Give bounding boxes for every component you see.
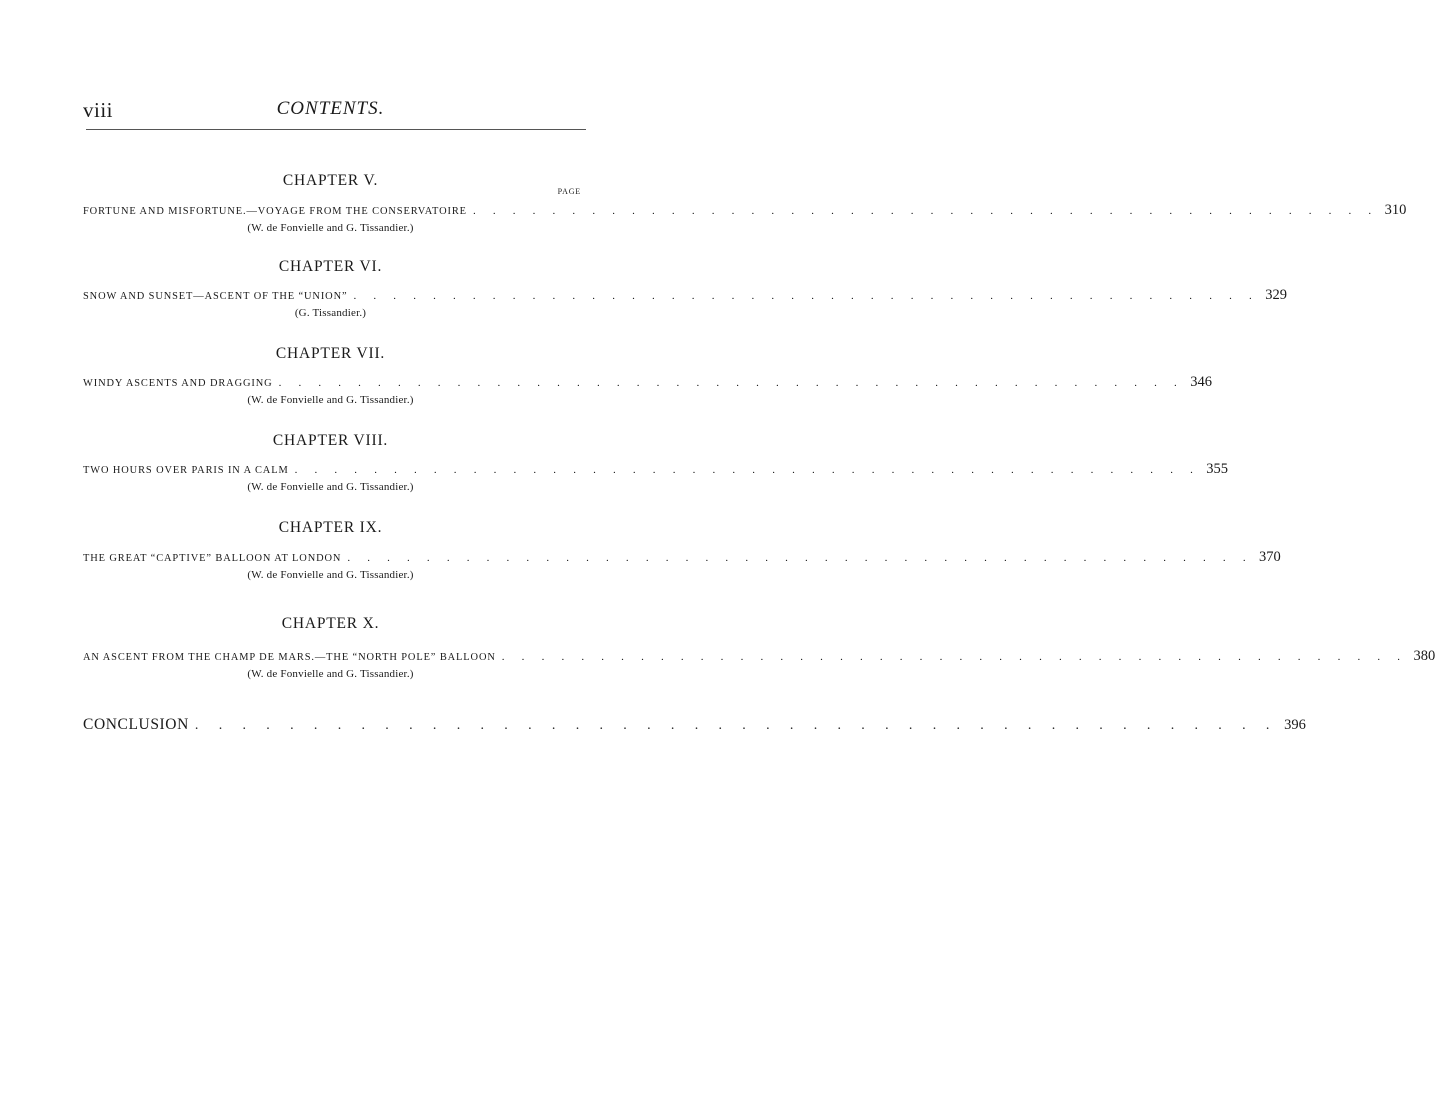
conclusion-title: CONCLUSION xyxy=(83,716,189,733)
toc-entry-authors: (W. de Fonvielle and G. Tissandier.) xyxy=(247,394,414,406)
toc-entry[interactable] xyxy=(83,549,1281,566)
toc-entry-authors: (W. de Fonvielle and G. Tissandier.) xyxy=(247,222,414,234)
toc-entry[interactable] xyxy=(83,374,1213,391)
toc-entry-title: THE GREAT “CAPTIVE” BALLOON AT LONDON xyxy=(83,553,342,564)
toc-entry[interactable] xyxy=(83,287,1287,304)
toc-entry[interactable] xyxy=(83,461,1229,478)
toc-entry[interactable] xyxy=(83,202,1407,219)
toc-entry-title: WINDY ASCENTS AND DRAGGING xyxy=(83,378,273,389)
page-column-label: PAGE xyxy=(557,187,581,196)
toc-entry-page: 310 xyxy=(1384,202,1407,218)
toc-entry-page: 346 xyxy=(1190,374,1213,390)
header-rule xyxy=(86,129,586,130)
dot-leader: . . . . . . . . . . . . . . . . . . . . . . . . . . . . . . . . . . . . . . . . . . . . . . xyxy=(472,205,1379,217)
toc-entry-page: 329 xyxy=(1265,287,1287,303)
conclusion-page: 396 xyxy=(1284,717,1306,733)
toc-entry-title: TWO HOURS OVER PARIS IN A CALM xyxy=(83,465,289,476)
dot-leader: . . . . . . . . . . . . . . . . . . . . . . . . . . . . . . . . . . . . . . . . . . . . . . xyxy=(353,290,1259,302)
toc-entry-authors: (W. de Fonvielle and G. Tissandier.) xyxy=(247,569,414,581)
dot-leader: . . . . . . . . . . . . . . . . . . . . . . . . . . . . . . . . . . . . . . . . . . . . . . xyxy=(294,464,1201,476)
chapter-heading: CHAPTER VII. xyxy=(275,345,386,362)
toc-entry-title: FORTUNE AND MISFORTUNE.—VOYAGE FROM THE CONSERVATOIRE xyxy=(83,206,467,217)
dot-leader: . . . . . . . . . . . . . . . . . . . . . . . . . . . . . . . . . . . . . . . . . . . . . . xyxy=(347,552,1253,564)
chapter-heading: CHAPTER V. xyxy=(282,172,379,189)
toc-entry-page: 380 xyxy=(1413,648,1435,664)
chapter-heading: CHAPTER IX. xyxy=(278,519,383,536)
dot-leader: . . . . . . . . . . . . . . . . . . . . . . . . . . . . . . . . . . . . . . . . . . . . . . xyxy=(194,718,1278,733)
running-head: CONTENTS. xyxy=(276,98,385,119)
toc-entry-authors: (W. de Fonvielle and G. Tissandier.) xyxy=(247,481,414,493)
toc-entry-title: AN ASCENT FROM THE CHAMP DE MARS.—THE “NORTH POLE” BALLOON xyxy=(83,652,496,663)
toc-entry[interactable] xyxy=(83,648,1435,665)
page-number: viii xyxy=(83,98,114,122)
toc-entry-page: 355 xyxy=(1206,461,1229,477)
dot-leader: . . . . . . . . . . . . . . . . . . . . . . . . . . . . . . . . . . . . . . . . . . . . . . xyxy=(278,377,1185,389)
toc-entry-title: SNOW AND SUNSET—ASCENT OF THE “UNION” xyxy=(83,291,348,302)
toc-entry-authors: (G. Tissandier.) xyxy=(294,307,367,319)
dot-leader: . . . . . . . . . . . . . . . . . . . . . . . . . . . . . . . . . . . . . . . . . . . . . . xyxy=(501,651,1408,663)
chapter-heading: CHAPTER VI. xyxy=(278,258,383,275)
chapter-heading: CHAPTER VIII. xyxy=(272,432,389,449)
chapter-heading: CHAPTER X. xyxy=(281,615,380,632)
toc-entry-conclusion[interactable] xyxy=(83,716,1306,734)
toc-entry-authors: (W. de Fonvielle and G. Tissandier.) xyxy=(247,668,414,680)
toc-entry-page: 370 xyxy=(1259,549,1281,565)
